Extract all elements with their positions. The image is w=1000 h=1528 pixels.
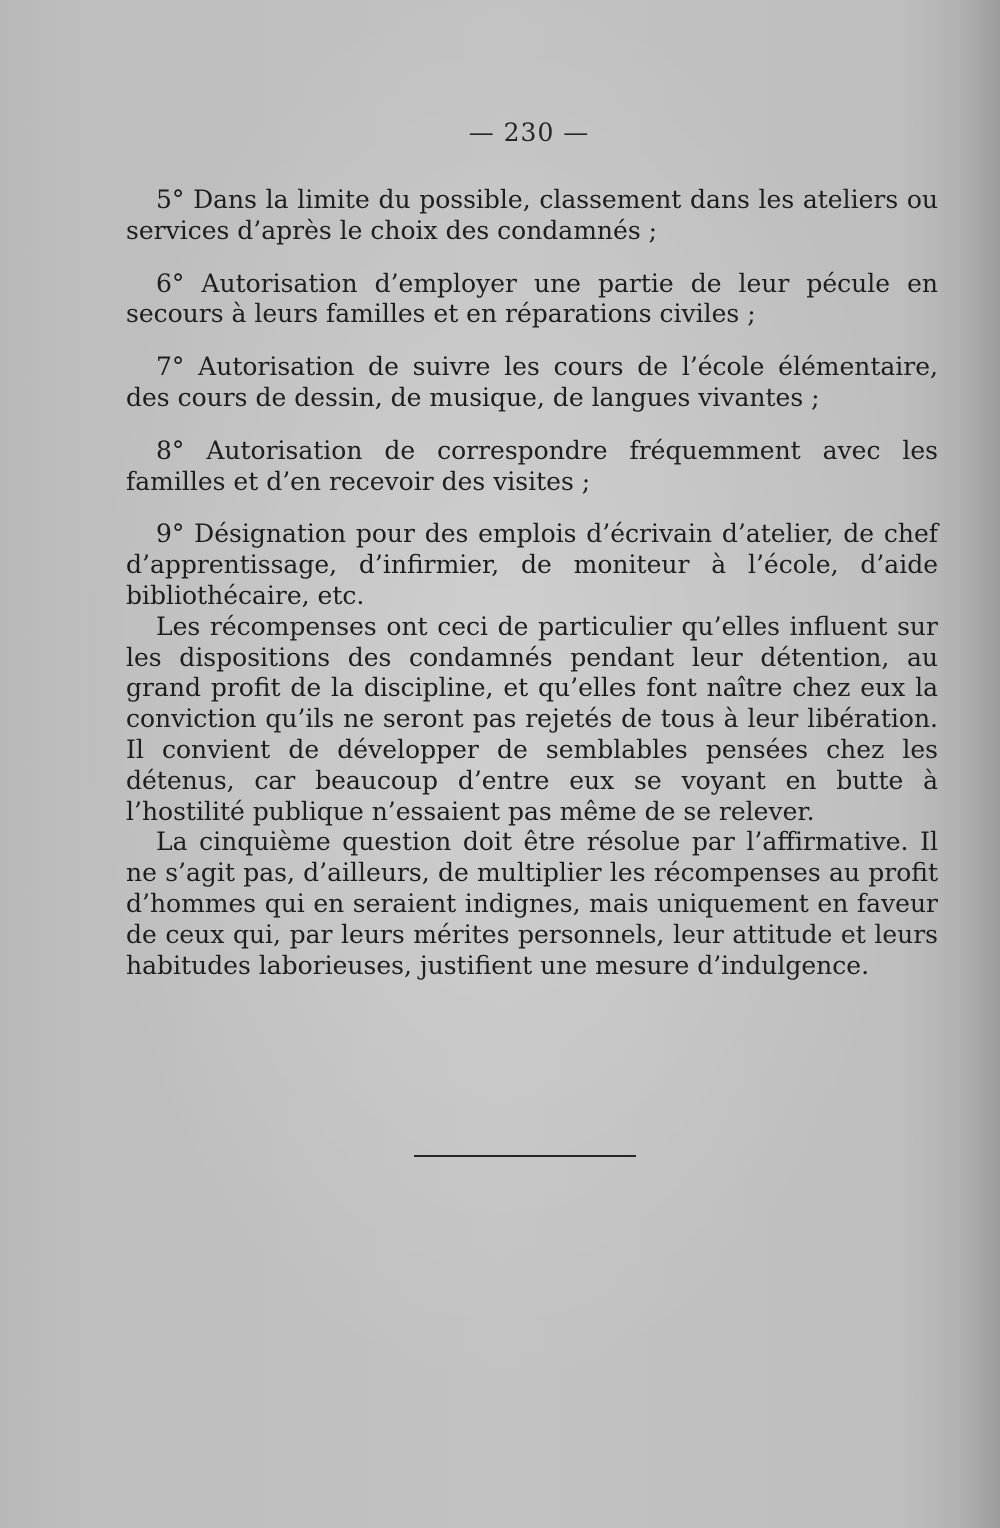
page-number: — 230 — <box>468 118 590 147</box>
paragraph-recompenses: Les récompenses ont ceci de particulier qu’elles influent sur les dispositions des condamnés pendant leur détention, au grand profit de la discipline, et qu’elles font naître chez eux la conviction qu’ils ne seront pas rejetés de tous à leur libération. Il convient de développer de semblables pensées chez les détenus, car beaucoup d’entre eux se voyant en butte à l’hostilité publique n’essaient pas même de se relever. <box>126 611 938 826</box>
list-item-9: 9° Désignation pour des emplois d’écrivain d’atelier, de chef d’apprentissage, d’infirmier, de moniteur à l’école, d’aide bibliothécaire, etc. <box>126 519 938 610</box>
page-edge-shadow <box>958 0 1000 1528</box>
list-item-8: 8° Autorisation de correspondre fréquemment avec les familles et d’en recevoir des visites ; <box>126 435 938 496</box>
section-divider-rule <box>414 1155 636 1157</box>
list-item-6: 6° Autorisation d’employer une partie de leur pécule en secours à leurs familles et en réparations civiles ; <box>126 268 938 329</box>
paragraph-cinquieme-question: La cinquième question doit être résolue par l’affirmative. Il ne s’agit pas, d’ailleurs, de multiplier les récompenses au profit d’hommes qui en seraient indignes, mais uniquement en faveur de ceux qui, par leurs mérites personnels, leur attitude et leurs habitudes laborieuses, justifient une mesure d’indulgence. <box>126 827 938 980</box>
list-item-5: 5° Dans la limite du possible, classement dans les ateliers ou services d’après le choix des condamnés ; <box>126 185 938 245</box>
body-text <box>126 185 938 981</box>
list-item-7: 7° Autorisation de suivre les cours de l’école élémentaire, des cours de dessin, de musique, de langues vivantes ; <box>126 352 938 412</box>
